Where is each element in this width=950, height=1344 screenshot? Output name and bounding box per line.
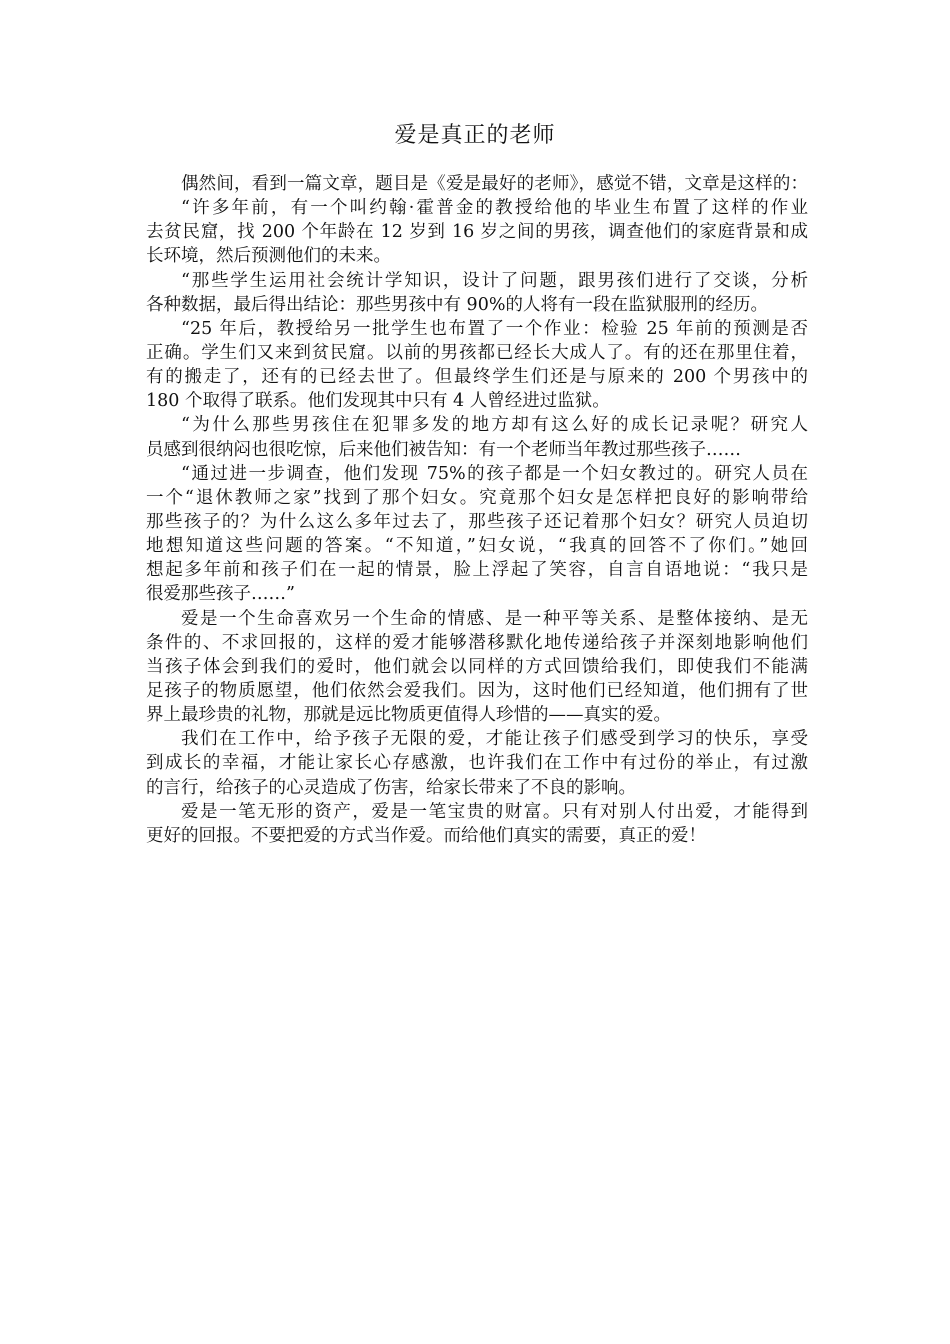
text-line: 去贫民窟，找 200 个年龄在 12 岁到 16 岁之间的男孩，调查他们的家庭背景和成 [146, 222, 808, 243]
text-line: 地想知道这些问题的答案。“不知道，”妇女说，“我真的回答不了你们。”她回 [146, 536, 808, 557]
text-line: 有的搬走了，还有的已经去世了。但最终学生们还是与原来的 200 个男孩中的 [146, 367, 808, 388]
text-line: “为什么那些男孩住在犯罪多发的地方却有这么好的成长记录呢？研究人 [181, 415, 808, 436]
text-line: 更好的回报。不要把爱的方式当作爱。而给他们真实的需要，真正的爱！ [146, 825, 706, 846]
text-line: 一个“退休教师之家”找到了那个妇女。究竟那个妇女是怎样把良好的影响带给 [146, 487, 808, 508]
text-line: “许多年前，有一个叫约翰·霍普金的教授给他的毕业生布置了这样的作业 [181, 198, 808, 219]
text-line: 到成长的幸福，才能让家长心存感激，也许我们在工作中有过份的举止，有过激 [146, 753, 808, 774]
text-line: 正确。学生们又来到贫民窟。以前的男孩都已经长大成人了。有的还在那里住着， [146, 342, 808, 363]
text-line: 爱是一个生命喜欢另一个生命的情感、是一种平等关系、是整体接纳、是无 [181, 608, 808, 629]
article-body [146, 172, 808, 848]
text-line: 长环境，然后预测他们的未来。 [146, 246, 391, 267]
text-line: 想起多年前和孩子们在一起的情景，脸上浮起了笑容，自言自语地说：“我只是 [146, 560, 808, 581]
text-line: “25 年后，教授给另一批学生也布置了一个作业：检验 25 年前的预测是否 [181, 318, 808, 339]
text-line: 我们在工作中，给予孩子无限的爱，才能让孩子们感受到学习的快乐，享受 [181, 729, 808, 750]
text-line: 当孩子体会到我们的爱时，他们就会以同样的方式回馈给我们，即使我们不能满 [146, 656, 808, 677]
text-line: 偶然间，看到一篇文章，题目是《爱是最好的老师》，感觉不错，文章是这样的： [181, 174, 808, 194]
text-line: 的言行，给孩子的心灵造成了伤害，给家长带来了不良的影响。 [146, 777, 636, 798]
text-line: “那些学生运用社会统计学知识，设计了问题，跟男孩们进行了交谈，分析 [181, 270, 808, 291]
text-line: 各种数据，最后得出结论：那些男孩中有 90%的人将有一段在监狱服刑的经历。 [146, 294, 768, 315]
text-line: 条件的、不求回报的，这样的爱才能够潜移默化地传递给孩子并深刻地影响他们 [146, 632, 808, 653]
text-line: 界上最珍贵的礼物，那就是远比物质更值得人珍惜的——真实的爱。 [146, 705, 671, 726]
text-line: 足孩子的物质愿望，他们依然会爱我们。因为，这时他们已经知道，他们拥有了世 [146, 680, 808, 701]
text-line: 员感到很纳闷也很吃惊，后来他们被告知：有一个老师当年教过那些孩子…… [146, 439, 741, 460]
text-line: 那些孩子的？为什么这么多年过去了，那些孩子还记着那个妇女？研究人员迫切 [146, 511, 808, 532]
text-line: 很爱那些孩子……” [146, 584, 295, 605]
page-title: 爱是真正的老师 [394, 123, 556, 148]
text-line: 爱是一笔无形的资产，爱是一笔宝贵的财富。只有对别人付出爱，才能得到 [181, 801, 808, 822]
text-line: 180 个取得了联系。他们发现其中只有 4 人曾经进过监狱。 [146, 391, 610, 412]
text-line: “通过进一步调查，他们发现 75%的孩子都是一个妇女教过的。研究人员在 [181, 463, 808, 484]
